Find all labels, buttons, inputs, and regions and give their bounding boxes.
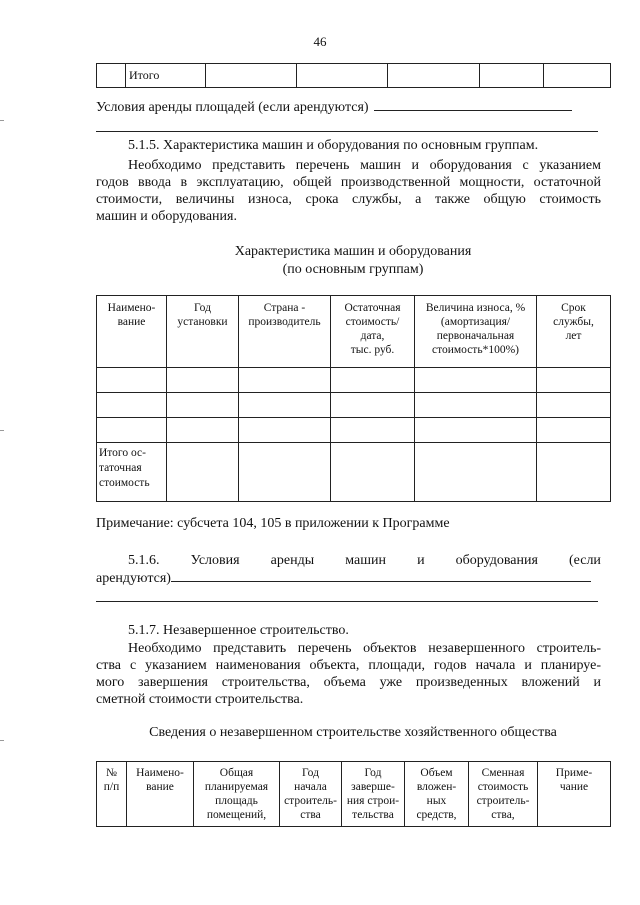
text-line: Необходимо представить перечень машин и оборудования с указанием [128,158,601,173]
fill-in-line [96,601,598,602]
table2-title: Сведения о незавершенном строительстве хозяйственного общества [149,725,557,740]
column-header-name: Наимено- вание [97,296,167,368]
rent-premises-label: Условия аренды площадей (если арендуются) [96,100,369,115]
rent-premises-line [96,98,572,117]
text-line: годов ввода в эксплуатацию, общей производственной мощности, остаточной [96,175,601,190]
fill-in-line [171,569,591,582]
table-row [97,393,611,418]
note-text: Примечание: субсчета 104, 105 в приложении к Программе [96,516,450,531]
table-cell [97,64,126,88]
text-line: ства с указанием наименования объекта, площади, годов начала и планируе- [96,658,601,673]
table1-title: Характеристика машин и оборудования [234,244,472,259]
table-row [97,368,611,393]
scan-mark [0,120,4,121]
table1-subtitle: (по основным группам) [282,262,424,277]
section-517-heading: 5.1.7. Незавершенное строительство. [128,623,349,638]
column-header-wear: Величина износа, % (амортизация/ первоначальная стоимость*100%) [415,296,537,368]
column-header-number: № п/п [97,762,127,827]
table-footer-row [97,443,611,502]
text-line: стоимости, величины износа, срока службы, а также общую стоимость [96,192,601,207]
table-cell [388,64,480,88]
table-cell [206,64,297,88]
table-header-row [97,296,611,368]
column-header-start-year: Год начала строитель- ства [280,762,342,827]
table-cell [544,64,611,88]
section-517-text [96,640,601,708]
column-header-residual-value: Остаточная стоимость/ дата, тыс. руб. [331,296,415,368]
table-header-row [97,762,611,827]
column-header-name: Наимено- вание [127,762,194,827]
text-line: Необходимо представить перечень объектов незавершенного строитель- [128,641,601,656]
section-515-text [96,157,601,225]
total-label: Итого [126,64,206,88]
table-row [97,64,611,88]
residual-total-label: Итого ос- таточная стоимость [97,443,167,502]
section-516-line2: арендуются) [96,569,591,588]
table-cell [297,64,388,88]
fill-in-line [374,98,572,111]
text-line: машин и оборудования. [96,209,237,224]
fill-in-line [96,131,598,132]
column-header-note: Приме- чание [538,762,611,827]
text-line: мого завершения строительства, объема уже произведенных вложений и [96,675,601,690]
section-516-line1: 5.1.6. Условия аренды машин и оборудования (если [128,553,601,568]
column-header-service-life: Срок службы, лет [537,296,611,368]
page-number: 46 [313,34,327,49]
column-header-year: Год установки [167,296,239,368]
column-header-country: Страна - производитель [239,296,331,368]
table-cell [480,64,544,88]
scan-mark [0,740,4,741]
column-header-end-year: Год заверше- ния строи- тельства [342,762,405,827]
table-row [97,418,611,443]
text-line: сметной стоимости строительства. [96,692,304,707]
scan-mark [0,430,4,431]
machinery-table [96,295,611,502]
column-header-area: Общая планируемая площадь помещений, [194,762,280,827]
totals-table-fragment [96,63,611,88]
column-header-estimated-cost: Сменная стоимость строитель- ства, [469,762,538,827]
construction-table [96,761,611,827]
section-515-heading: 5.1.5. Характеристика машин и оборудования по основным группам. [128,138,539,153]
column-header-investment: Объем вложен- ных средств, [405,762,469,827]
